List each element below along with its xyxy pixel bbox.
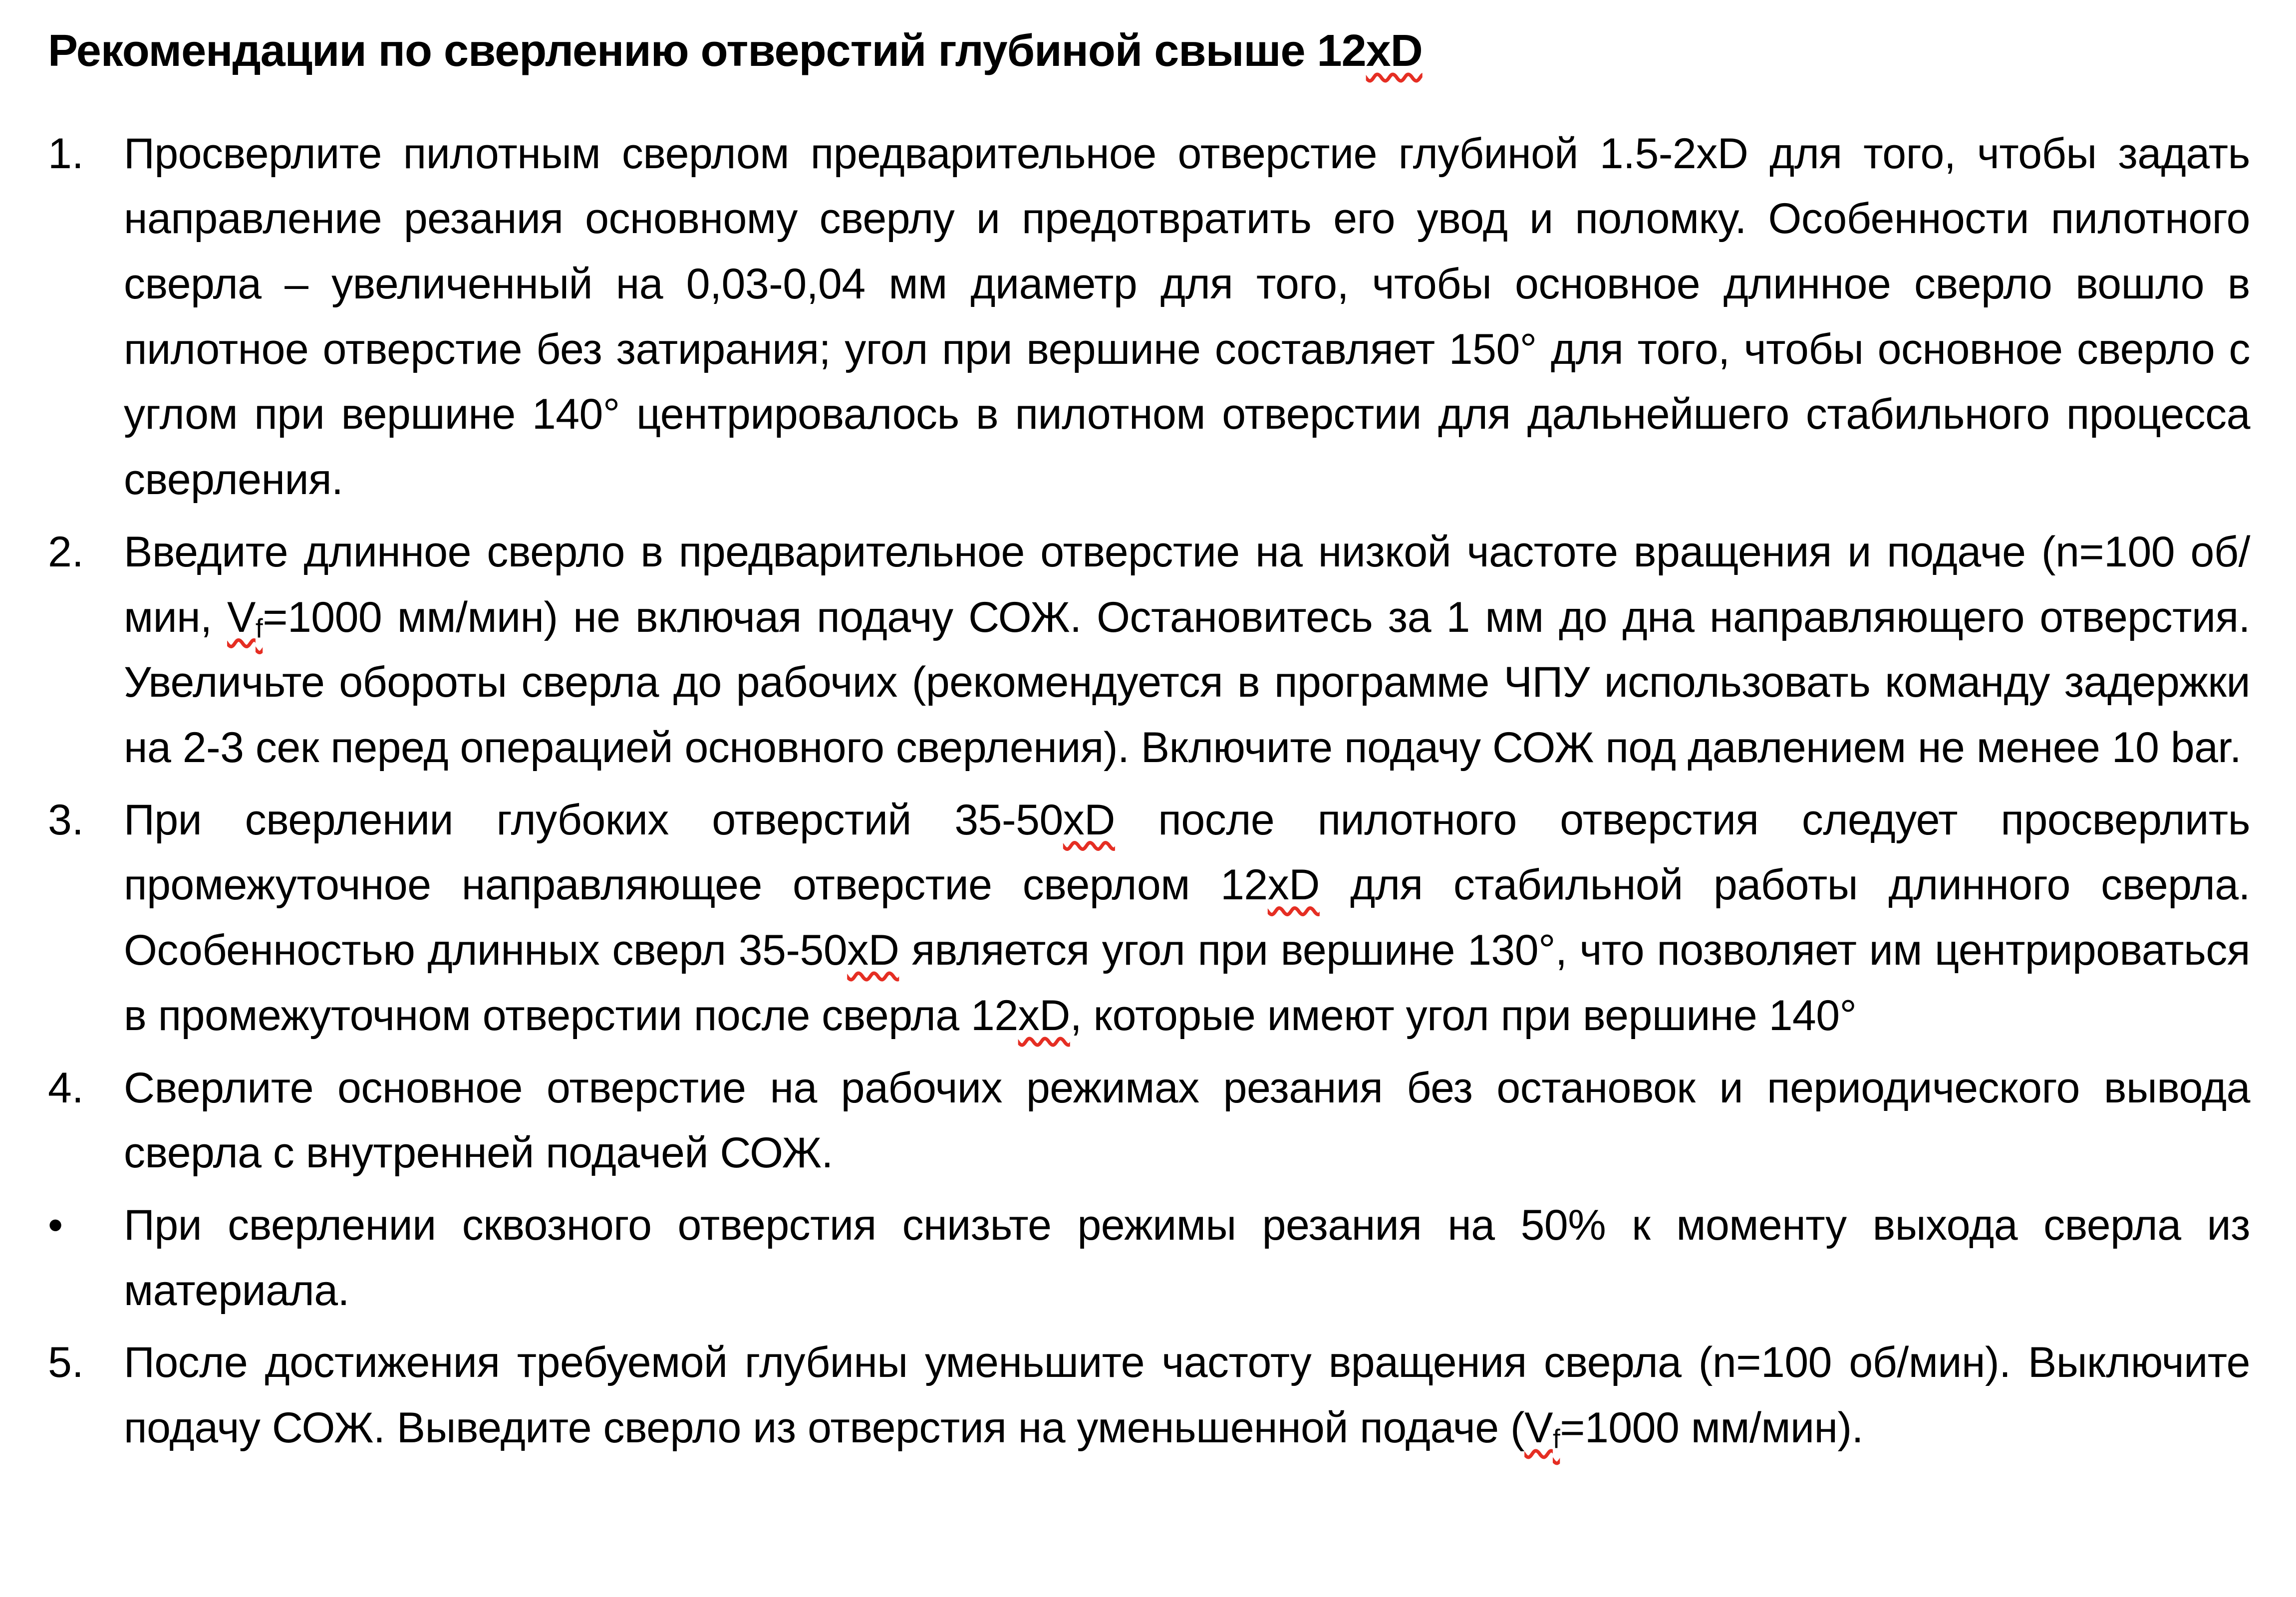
text-run: для стабильной работы длинного сверла. Особенностью длинных сверл 35-50 (124, 861, 2251, 975)
list-item-2 (48, 520, 2250, 781)
text-run: При сверлении сквозного отверстия снизьте режимы резания на 50% к моменту выхода сверла из материала. (124, 1201, 2250, 1315)
misspelled-text-run: V (227, 593, 256, 641)
list-item-3 (48, 788, 2250, 1049)
bullet-icon: • (48, 1201, 63, 1249)
list-item-marker: 2. (48, 528, 84, 576)
list-item-text (124, 1330, 2250, 1460)
list-item-text (124, 1056, 2250, 1186)
list-item-4 (48, 1056, 2250, 1186)
misspelled-text-run: f (1552, 1424, 1560, 1454)
misspelled-text-run: xD (1018, 991, 1070, 1040)
text-run: , которые имеют угол при вершине 140° (1070, 991, 1857, 1040)
text-run: =1000 мм/мин). (1560, 1404, 1864, 1452)
misspelled-text-run: xD (1366, 26, 1423, 76)
text-run: является угол при вершине 130°, что позволяет им центрироваться в промежуточном отверстии после сверла 12 (124, 926, 2250, 1040)
list-item-marker: 5. (48, 1338, 84, 1387)
misspelled-text-run: xD (1267, 861, 1320, 909)
list-item-marker: 4. (48, 1064, 84, 1112)
list-item-1 (48, 121, 2250, 513)
text-run: после пилотного отверстия следует просверлить промежуточное направляющее отверстие сверлом 12 (124, 796, 2250, 909)
text-run: Рекомендации по сверлению отверстий глубиной свыше 12 (48, 26, 1366, 76)
list-item-marker: 1. (48, 129, 84, 178)
text-run: Просверлите пилотным сверлом предварительное отверстие глубиной 1.5-2xD для того, чтобы задать направление резания основному сверлу и предотвратить его увод и поломку. Особенности пилотного сверла – увеличенный на 0,03-0,04 мм диаметр для того, чтобы основное длинное сверло вошло в пилотное отверстие без затирания; угол при вершине составляет 150° для того, чтобы основное сверло с углом при вершине 140° центрировалось в пилотном отверстии для дальнейшего стабильного процесса сверления. (124, 129, 2250, 504)
misspelled-text-run: xD (1063, 796, 1115, 844)
document-title (48, 23, 2250, 79)
list-item-5 (48, 1330, 2250, 1460)
text-run: Сверлите основное отверстие на рабочих режимах резания без остановок и периодического вывода сверла с внутренней подачей СОЖ. (124, 1064, 2250, 1177)
text-run: =1000 мм/мин) не включая подачу СОЖ. Остановитесь за 1 мм до дна направляющего отверстия. Увеличьте обороты сверла до рабочих (рекомендуется в программе ЧПУ использовать команду задержки на 2-3 сек перед операцией основного сверления). Включите подачу СОЖ под давлением не менее 10 bar. (124, 593, 2250, 772)
text-run: После достижения требуемой глубины уменьшите частоту вращения сверла (n=100 об/мин). Выключите подачу СОЖ. Выведите сверло из отверстия на уменьшенной подаче ( (124, 1338, 2250, 1452)
text-run: Введите длинное сверло в предварительное отверстие на низкой частоте вращения и подаче (n=100 об/мин, (124, 528, 2250, 641)
list-item-marker: 3. (48, 796, 84, 844)
misspelled-text-run: f (255, 614, 263, 644)
list-item-text (124, 788, 2250, 1049)
list-item-bullet (48, 1193, 2250, 1323)
list-item-text (124, 121, 2250, 513)
recommendations-list (48, 121, 2250, 1461)
misspelled-text-run: xD (847, 926, 899, 975)
list-item-text (124, 520, 2250, 781)
misspelled-text-run: V (1524, 1404, 1553, 1452)
list-item-text (124, 1193, 2250, 1323)
text-run: При сверлении глубоких отверстий 35-50 (124, 796, 1063, 844)
